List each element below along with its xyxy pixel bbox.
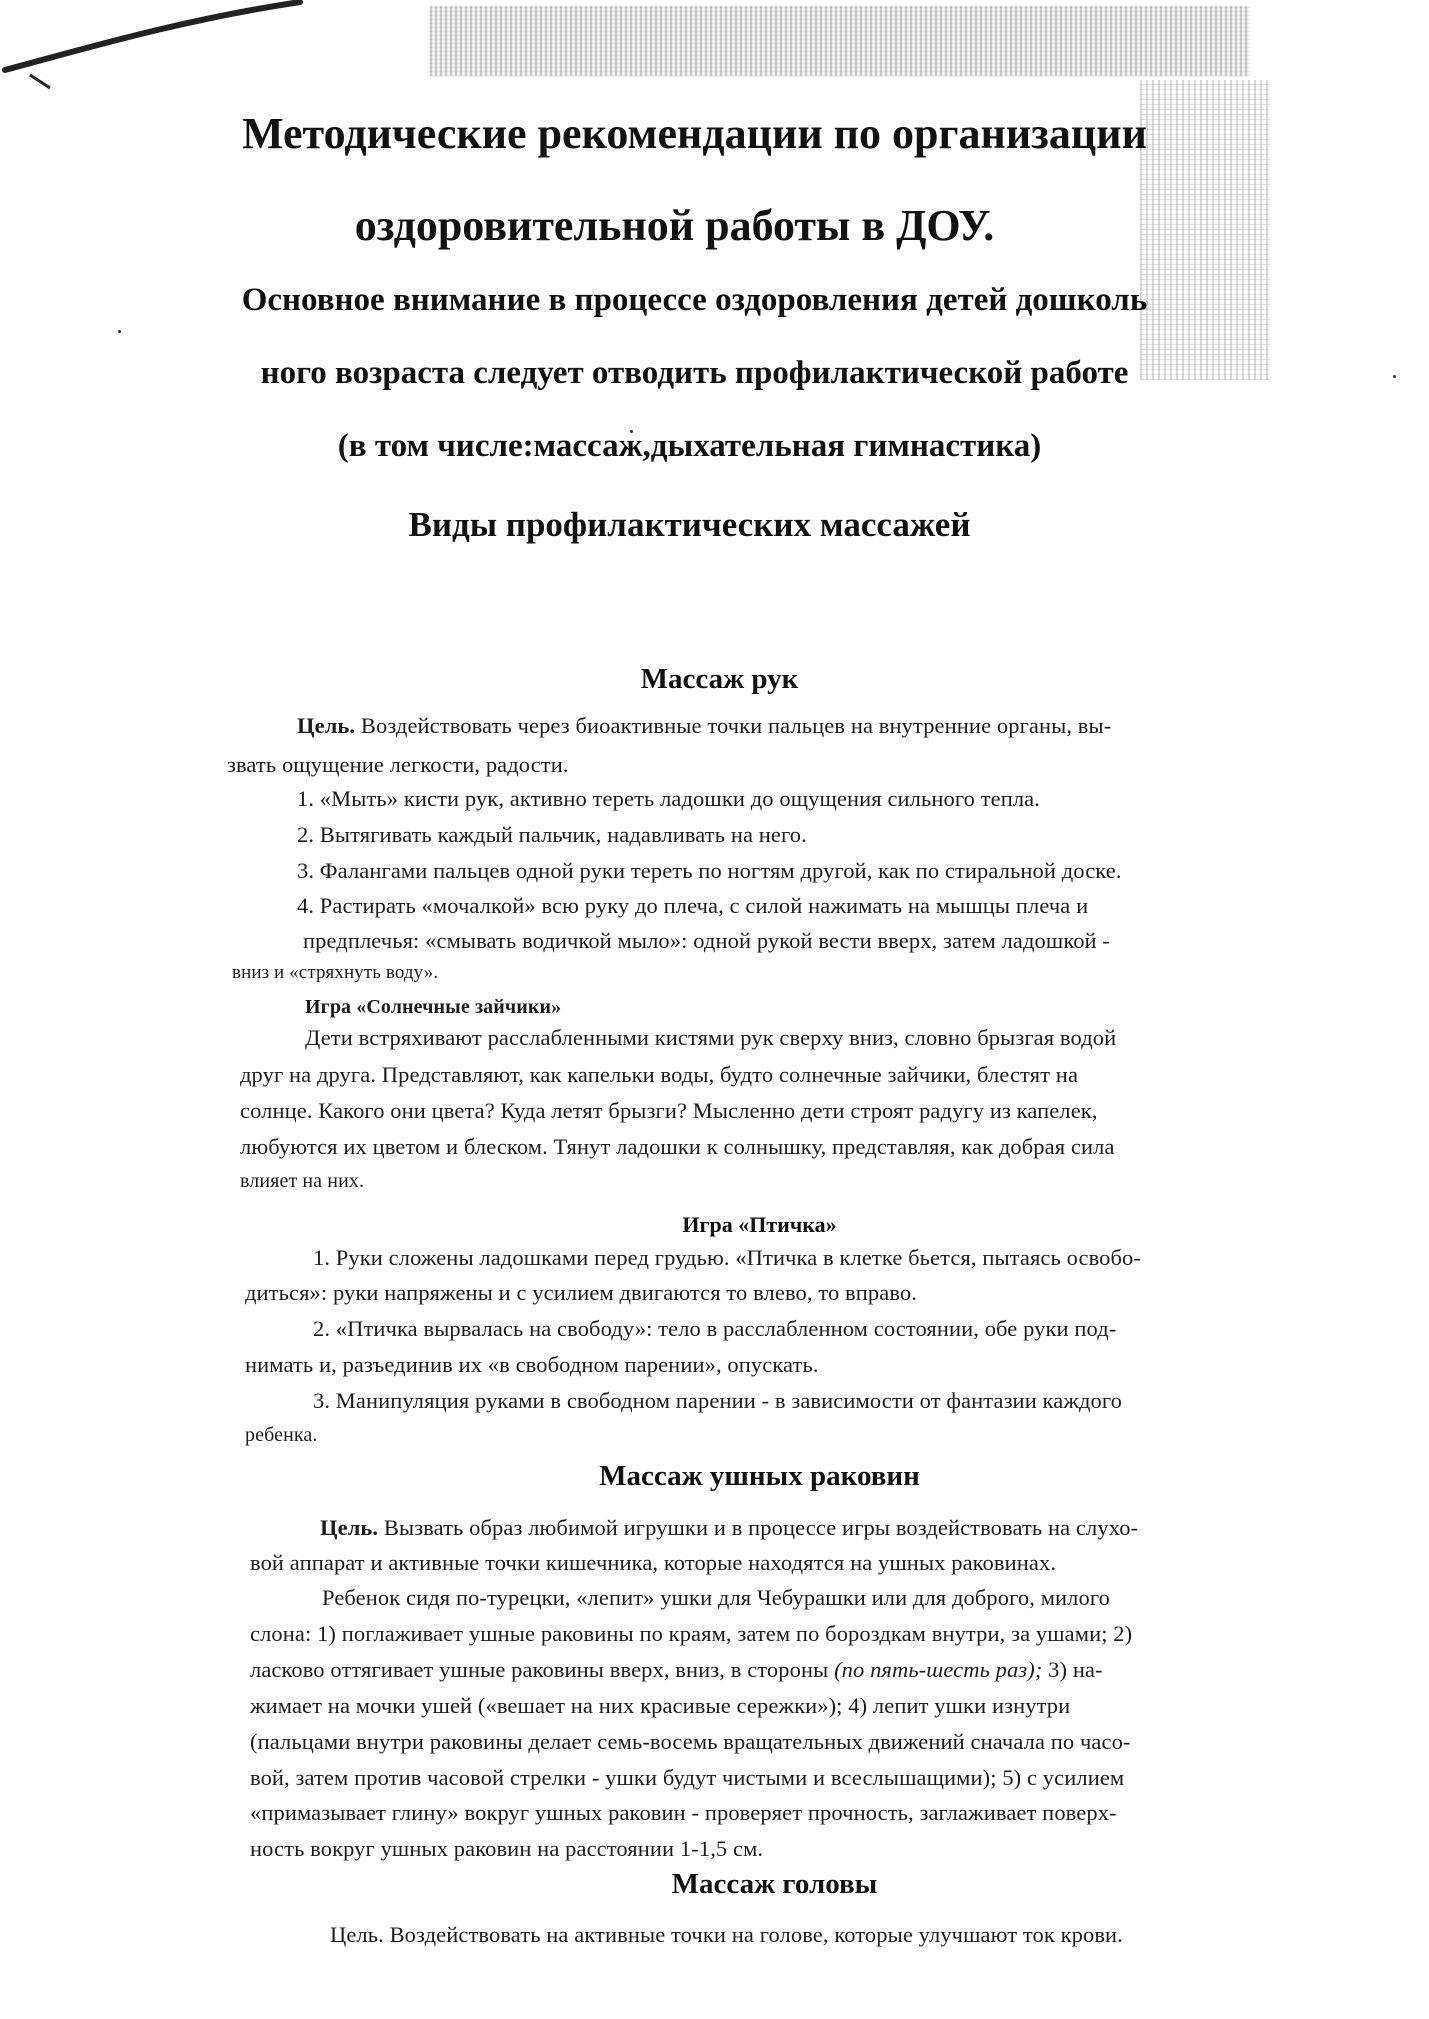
hand-item-1: 1. «Мыть» кисти рук, активно тереть ладошки до ощущения сильного тепла.	[297, 786, 1040, 811]
ear-line-4: жимает на мочки ушей («вешает на них красивые сережки»); 4) лепит ушки изнутри	[250, 1693, 1071, 1718]
ear-line-3-part-3: 3) на-	[1042, 1657, 1103, 1682]
section-title-head-massage: Массаж головы	[671, 1868, 878, 1900]
scan-noise-top	[430, 6, 1250, 76]
goal-text: Воздействовать через биоактивные точки пальцев на внутренние органы, вы-	[355, 713, 1112, 738]
goal-label: Цель.	[320, 1515, 379, 1540]
hand-goal-line-1	[297, 713, 1111, 739]
bird-line-1: 1. Руки сложены ладошками перед грудью. «Птичка в клетке бьется, пытаясь освобо-	[313, 1245, 1141, 1270]
bird-line-5: 3. Манипуляция руками в свободном парении - в зависимости от фантазии каждого	[313, 1388, 1122, 1413]
hand-item-4-line-1: 4. Растирать «мочалкой» всю руку до плеча, с силой нажимать на мышцы плеча и	[297, 893, 1089, 918]
bird-line-2: диться»: руки напряжены и с усилием двигаются то влево, то вправо.	[245, 1280, 917, 1305]
ear-line-3	[250, 1657, 1103, 1683]
sun-game-line-4: любуются их цветом и блеском. Тянут ладошки к солнышку, представляя, как добрая сила	[240, 1134, 1115, 1159]
subtitle-line-3: (в том числе:массаж,дыхательная гимнастика)	[337, 428, 1042, 464]
hand-item-2: 2. Вытягивать каждый пальчик, надавливать на него.	[297, 822, 807, 847]
ear-line-7: «примазывает глину» вокруг ушных раковин - проверяет прочность, заглаживает поверх-	[250, 1800, 1117, 1825]
game-title-sun-bunnies: Игра «Солнечные зайчики»	[305, 996, 562, 1018]
bird-line-6: ребенка.	[245, 1424, 318, 1446]
goal-label: Цель.	[297, 713, 356, 738]
section-title-ear-massage: Массаж ушных раковин	[599, 1460, 920, 1492]
ear-goal-line-1	[320, 1515, 1138, 1541]
goal-text: Вызвать образ любимой игрушки и в процессе игры воздействовать на слухо-	[378, 1515, 1139, 1540]
bird-line-4: нимать и, разъединив их «в свободном парении», опускать.	[245, 1352, 819, 1377]
pen-stroke-mark	[0, 0, 320, 120]
ear-line-3-emphasis: (по пять-шесть раз);	[834, 1657, 1043, 1682]
head-line-1: Цель. Воздействовать на активные точки на голове, которые улучшают ток крови.	[330, 1922, 1123, 1947]
hand-goal-line-2: звать ощущение легкости, радости.	[227, 752, 569, 777]
subtitle-line-4: Виды профилактических массажей	[408, 505, 971, 544]
document-title-line-1: Методические рекомендации по организации	[242, 109, 1147, 158]
ear-line-8: ность вокруг ушных раковин на расстоянии 1-1,5 см.	[250, 1836, 764, 1861]
ear-line-6: вой, затем против часовой стрелки - ушки будут чистыми и всеслышащими); 5) с усилием	[250, 1765, 1125, 1790]
ear-line-5: (пальцами внутри раковины делает семь-восемь вращательных движений сначала по часо-	[250, 1729, 1131, 1754]
sun-game-line-3: солнце. Какого они цвета? Куда летят брызги? Мысленно дети строят радугу из капелек,	[240, 1098, 1098, 1123]
sun-game-line-2: друг на друга. Представляют, как капельки воды, будто солнечные зайчики, блестят на	[240, 1062, 1079, 1087]
hand-item-4-line-2: предплечья: «смывать водичкой мыло»: одной рукой вести вверх, затем ладошкой -	[303, 928, 1111, 953]
ear-line-1: Ребенок сидя по-турецки, «лепит» ушки для Чебурашки или для доброго, милого	[322, 1585, 1110, 1610]
sun-game-line-1: Дети встряхивают расслабленными кистями рук сверху вниз, словно брызгая водой	[305, 1025, 1117, 1050]
section-title-bird-game: Игра «Птичка»	[682, 1212, 837, 1237]
ear-line-2: слона: 1) поглаживает ушные раковины по краям, затем по бороздкам внутри, за ушами; 2)	[250, 1621, 1133, 1646]
bird-line-3: 2. «Птичка вырвалась на свободу»: тело в расслабленном состоянии, обе руки под-	[313, 1316, 1117, 1341]
scan-dot	[118, 330, 121, 333]
ear-goal-line-2: вой аппарат и активные точки кишечника, которые находятся на ушных раковинах.	[250, 1550, 1057, 1575]
section-title-hand-massage: Массаж рук	[640, 663, 799, 695]
ear-line-3-part-1: ласково оттягивает ушные раковины вверх, вниз, в стороны	[250, 1657, 835, 1682]
subtitle-line-1: Основное внимание в процессе оздоровления детей дошколь	[241, 282, 1148, 318]
subtitle-line-2: ного возраста следует отводить профилактической работе	[260, 355, 1129, 391]
document-title-line-2: оздоровительной работы в ДОУ.	[354, 201, 995, 250]
hand-item-3: 3. Фалангами пальцев одной руки тереть по ногтям другой, как по стиральной доске.	[297, 858, 1122, 883]
sun-game-line-5: влияет на них.	[240, 1170, 365, 1192]
hand-item-4-line-3: вниз и «стряхнуть воду».	[232, 962, 439, 983]
